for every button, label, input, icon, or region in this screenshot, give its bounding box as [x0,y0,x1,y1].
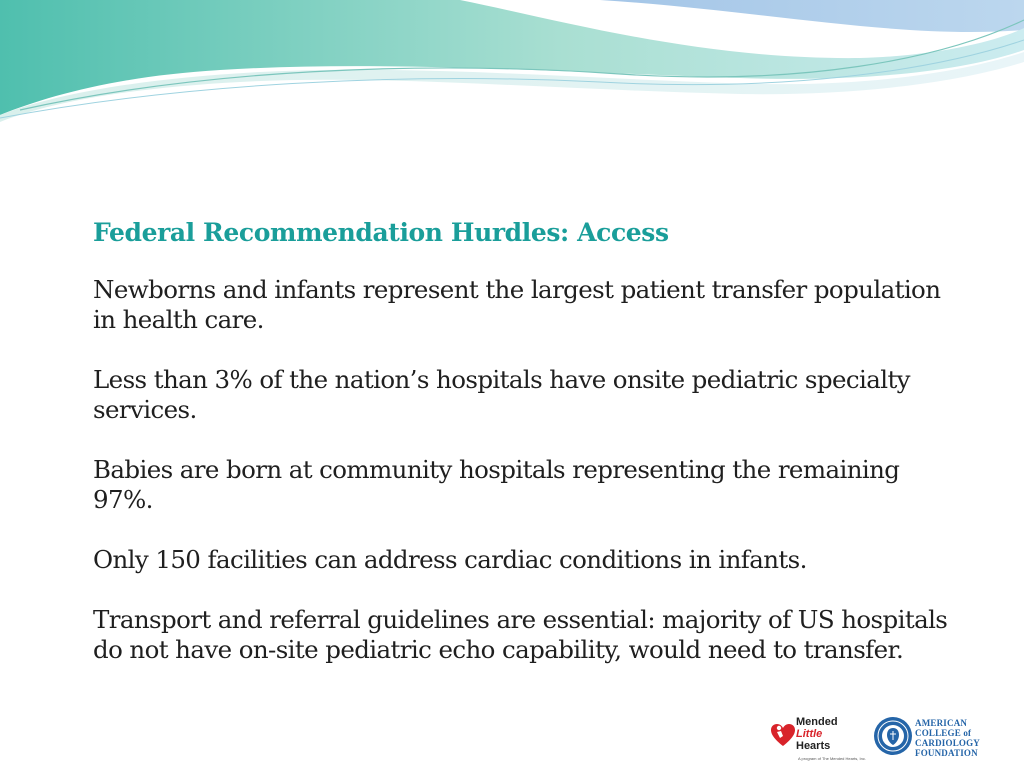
accf-line-foundation: FOUNDATION [915,748,978,758]
ml-tagline: A program of The Mended Hearts, Inc. [798,756,866,761]
accf-line-college: COLLEGE of [915,728,972,738]
accf-line-american: AMERICAN [915,718,968,728]
paragraph-pediatric-services: Less than 3% of the nation’s hospitals have onsite pediatric specialty services. [93,365,910,424]
paragraph-transport-guidelines: Transport and referral guidelines are essential: majority of US hospitals do not have on-site pediatric echo capability, would need to transfer. [93,605,948,664]
slide-heading: Federal Recommendation Hurdles: Access [93,218,669,247]
ml-line-hearts: Hearts [796,740,831,752]
accf-logo [873,716,998,762]
heart-icon [770,722,796,748]
paragraph-cardiac-facilities: Only 150 facilities can address cardiac conditions in infants. [93,545,807,574]
paragraph-transfer-population: Newborns and infants represent the largest patient transfer population in health care. [93,275,941,334]
accf-line-cardiology: CARDIOLOGY [915,738,981,748]
paragraph-community-hospitals: Babies are born at community hospitals representing the remaining 97%. [93,455,900,514]
mended-little-hearts-wordmark [796,716,838,752]
header-wave-decoration [0,0,1024,130]
accf-wordmark [915,718,980,758]
ml-line-mended: Mended [796,716,838,728]
mended-little-hearts-logo [768,712,866,766]
slide-content [93,215,953,695]
ml-line-little: Little [796,728,823,740]
footer-logos [768,712,998,766]
seal-icon [873,716,913,756]
